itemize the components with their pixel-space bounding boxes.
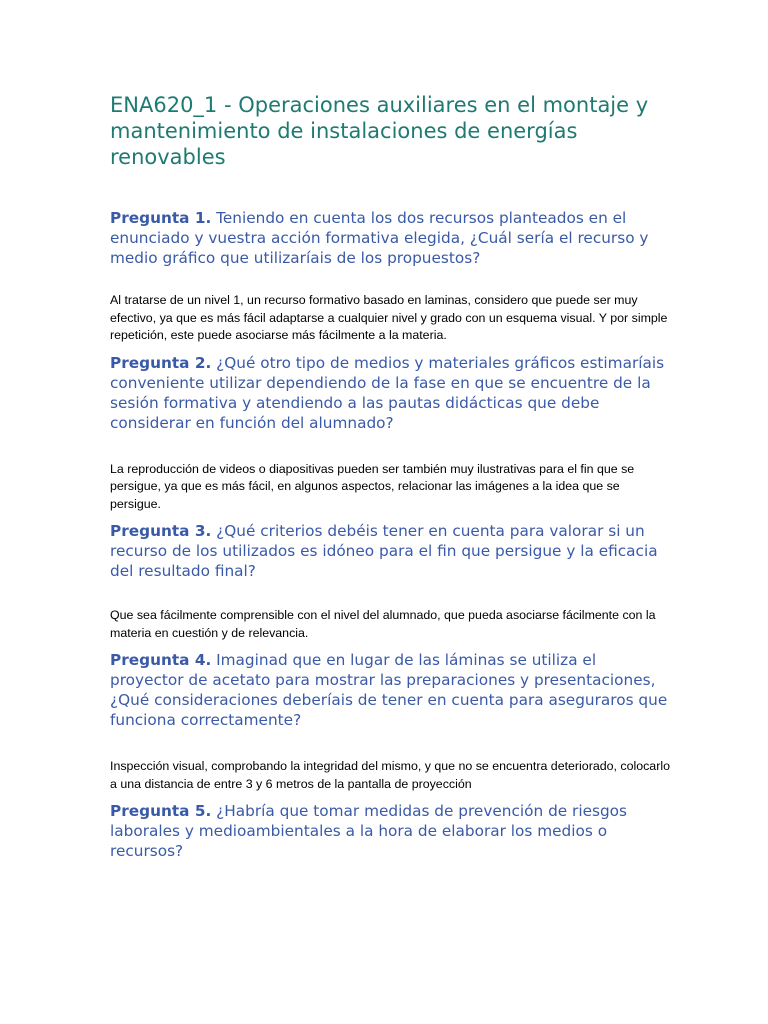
question-5-label: Pregunta 5. [110, 802, 212, 820]
question-3-text: ¿Qué criterios debéis tener en cuenta para valorar si un recurso de los utilizados es idóneo para el fin que persigue y la eficacia del resultado final? [110, 522, 658, 580]
question-3-label: Pregunta 3. [110, 522, 212, 540]
question-1-text: Teniendo en cuenta los dos recursos planteados en el enunciado y vuestra acción formativa elegida, ¿Cuál sería el recurso y medio gráfico que utilizaríais de los propuestos? [110, 209, 649, 267]
answer-2: La reproducción de videos o diapositivas pueden ser también muy ilustrativas para el fin que se persigue, ya que es más fácil, en algunos aspectos, relacionar las imágenes a la idea que se persigue. [110, 461, 635, 511]
question-2-label: Pregunta 2. [110, 353, 212, 372]
question-3 [110, 521, 670, 581]
document-title: ENA620_1 - Operaciones auxiliares en el montaje y mantenimiento de instalaciones de energías renovables [110, 93, 649, 169]
question-4-label: Pregunta 4. [110, 651, 212, 669]
question-5-text: ¿Habría que tomar medidas de prevención de riesgos laborales y medioambientales a la hora de elaborar los medios o recursos? [110, 802, 628, 860]
question-2 [110, 353, 670, 433]
question-1 [110, 208, 670, 268]
question-1-label: Pregunta 1. [110, 209, 212, 227]
question-4 [110, 650, 670, 730]
question-2-text: ¿Qué otro tipo de medios y materiales gráficos estimaríais conveniente utilizar dependiendo de la fase en que se encuentre de la sesión formativa y atendiendo a las pautas didácticas que debe considerar en función del alumnado? [110, 353, 665, 432]
answer-1: Al tratarse de un nivel 1, un recurso formativo basado en laminas, considero que puede ser muy efectivo, ya que es más fácil adaptarse a cualquier nivel y grado con un esquema visual. Y por simple repetición, este puede asociarse más fácilmente a la materia. [110, 293, 668, 342]
document-page [110, 92, 670, 861]
answer-3: Que sea fácilmente comprensible con el nivel del alumnado, que pueda asociarse fácilmente con la materia en cuestión y de relevancia. [110, 608, 656, 640]
answer-4: Inspección visual, comprobando la integridad del mismo, y que no se encuentra deteriorado, colocarlo a una distancia de entre 3 y 6 metros de la pantalla de proyección [110, 759, 670, 791]
question-5 [110, 801, 670, 861]
question-4-text: Imaginad que en lugar de las láminas se utiliza el proyector de acetato para mostrar las preparaciones y presentaciones, ¿Qué consideraciones deberíais de tener en cuenta para aseguraros que funciona correctamente? [110, 651, 668, 729]
